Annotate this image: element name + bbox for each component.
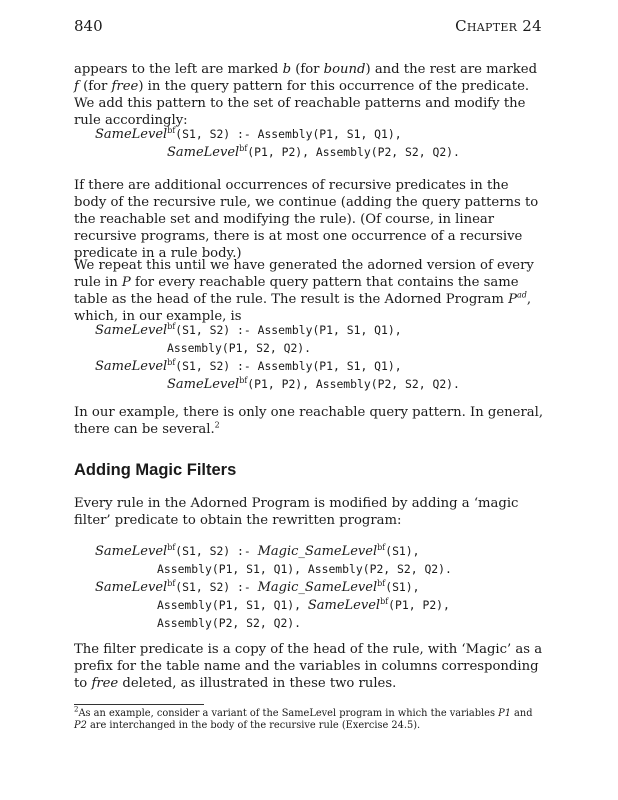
paragraph-adorned-program: We repeat this until we have generated the adorned version of every rule in P for every reachable query pattern that contains the same table as the head of the rule. The result is the Adorned Program $P^{ad}$, which, in our example, is — [74, 258, 534, 324]
footnote-marker: 2 — [214, 420, 220, 430]
paragraph-filter-predicate: The filter predicate is a copy of the head of the rule, with ‘Magic’ as a prefix for the table name and the variables in columns corresponding to free deleted, as illustrated in these two rules. — [74, 642, 543, 691]
paragraph-magic-filter-intro: Every rule in the Adorned Program is modified by adding a ‘magic filter’ predicate to obtain the rewritten program: — [74, 496, 519, 528]
page-number: 840 — [74, 17, 103, 35]
code-block-modified-rule: SameLevel$^{bf}$(S1, S2) :- Assembly(P1, S1, Q1), SameLevel$^{bf}$(P1, P2), Assembly(P2, S2, Q2). — [95, 126, 460, 160]
footnote: $^2$As an example, consider a variant of the SameLevel program in which the variables P1 and P2 are interchanged in the body of the recursive rule (Exercise 24.5). — [74, 705, 533, 731]
running-header — [74, 17, 542, 37]
paragraph-adornment: appears to the left are marked b (for bound) and the rest are marked f (for free) in the query pattern for this occurrence of the predicate. We add this pattern to the set of reachable patterns and modify the rule accordingly: — [74, 62, 538, 128]
paragraph-additional-occurrences: If there are additional occurrences of recursive predicates in the body of the recursive rule, we continue (adding the query patterns to the reachable set and modifying the rule). (Of course, in linear recursive programs, there is at most one occurrence of a recursive predicate in a rule body.) — [74, 178, 539, 261]
code-block-adorned-program: SameLevel$^{bf}$(S1, S2) :- Assembly(P1, S1, Q1), Assembly(P1, S2, Q2). SameLevel$^{bf}$(S1, S2) :- Assembly(P1, S1, Q1), SameLevel$^{bf}$(P1, P2), Assembly(P2, S2, Q2). — [95, 322, 460, 392]
chapter-title: Chapter 24 — [455, 17, 542, 35]
paragraph-reachable-pattern: In our example, there is only one reachable query pattern. In general, there can be several.$^2$ — [74, 405, 544, 437]
code-block-rewritten-program: SameLevel$^{bf}$(S1, S2) :- Magic_SameLevel$^{bf}$(S1), Assembly(P1, S1, Q1), Assembly(P2, S2, Q2). SameLevel$^{bf}$(S1, S2) :- Magic_SameLevel$^{bf}$(S1), Assembly(P1, S1, Q1), SameLevel$^{bf}$(P1, P2), Assembly(P2, S2, Q2). — [95, 543, 452, 630]
section-heading: Adding Magic Filters — [74, 461, 237, 479]
footnote-divider — [74, 704, 204, 705]
